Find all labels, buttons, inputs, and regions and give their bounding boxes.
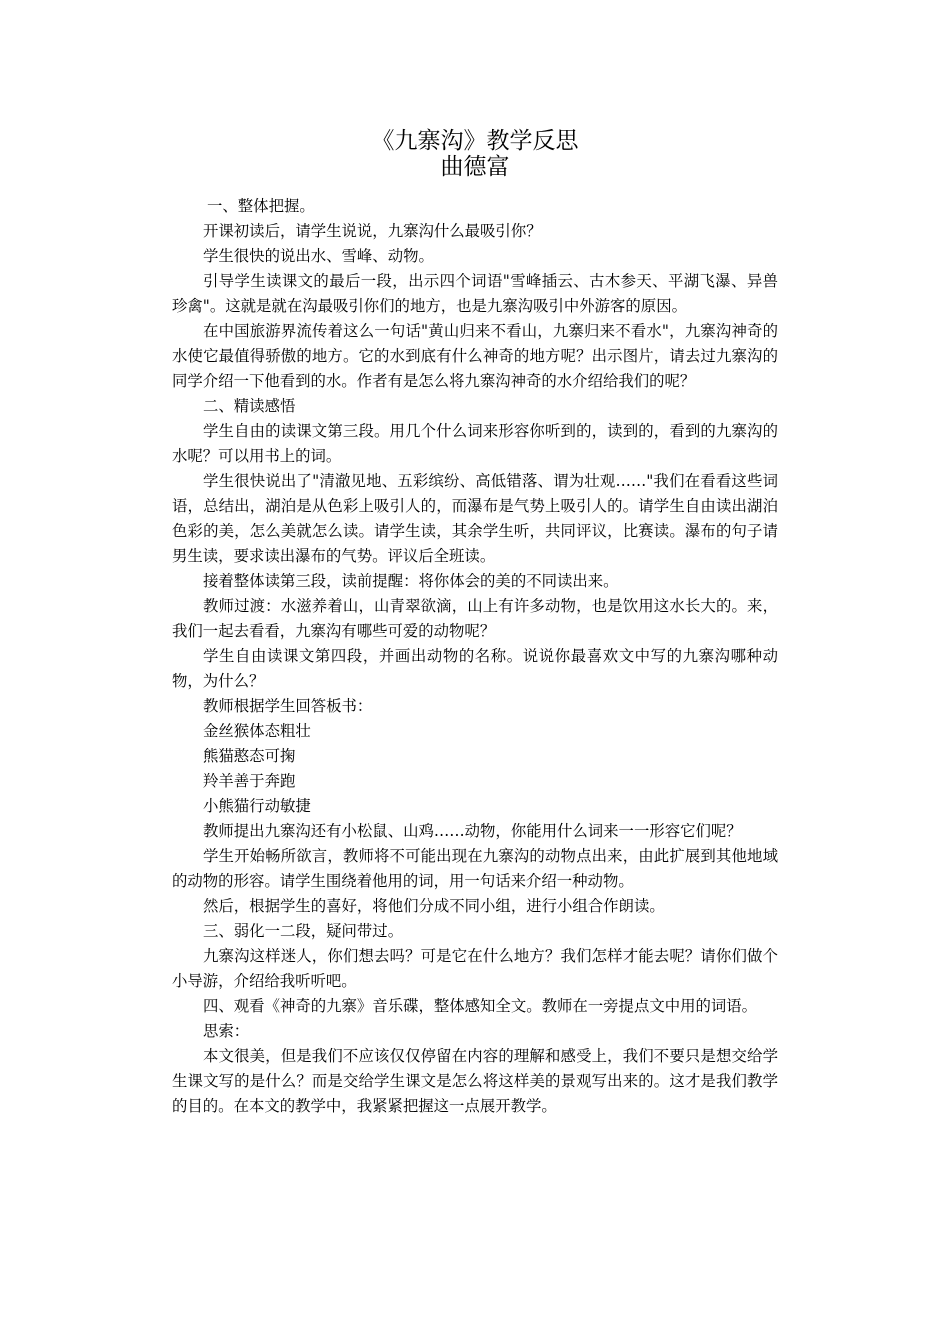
board-item: 金丝猴体态粗壮 — [203, 722, 311, 740]
paragraph: 教师过渡：水滋养着山，山青翠欲滴，山上有许多动物，也是饮用这水长大的。来，我们一起去看看，九寨沟有哪些可爱的动物呢？ — [172, 597, 778, 640]
paragraph: 九寨沟这样迷人，你们想去吗？可是它在什么地方？我们怎样才能去呢？请你们做个小导游，介绍给我听听吧。 — [172, 947, 778, 990]
paragraph: 教师根据学生回答板书： — [203, 697, 373, 715]
document-author: 曲德富 — [440, 154, 510, 180]
board-item: 熊猫憨态可掬 — [203, 747, 296, 765]
section-heading: 四、观看《神奇的九寨》音乐碟，整体感知全文。教师在一旁提点文中用的词语。 — [203, 997, 758, 1015]
paragraph: 接着整体读第三段，读前提醒：将你体会的美的不同读出来。 — [203, 572, 619, 590]
paragraph: 开课初读后，请学生说说，九寨沟什么最吸引你？ — [203, 222, 542, 240]
paragraph: 学生自由读课文第四段，并画出动物的名称。说说你最喜欢文中写的九寨沟哪种动物，为什么？ — [172, 647, 778, 690]
paragraph: 学生很快的说出水、雪峰、动物。 — [203, 247, 434, 265]
paragraph: 然后，根据学生的喜好，将他们分成不同小组，进行小组合作朗读。 — [203, 897, 665, 915]
section-heading: 三、弱化一二段，疑问带过。 — [203, 922, 404, 940]
section-heading: 二、精读感悟 — [203, 397, 296, 415]
paragraph: 教师提出九寨沟还有小松鼠、山鸡……动物，你能用什么词来一一形容它们呢？ — [203, 822, 742, 840]
board-item: 羚羊善于奔跑 — [203, 772, 296, 790]
reflection-heading: 思索： — [203, 1022, 250, 1040]
paragraph: 学生很快说出了"清澈见地、五彩缤纷、高低错落、谓为壮观……"我们在看看这些词语，总结出，湖泊是从色彩上吸引人的，而瀑布是气势上吸引人的。请学生自由读出湖泊色彩的美，怎么美就怎么读。请学生读，其余学生听，共同评议，比赛读。瀑布的句子请男生读，要求读出瀑布的气势。评议后全班读。 — [172, 472, 778, 565]
paragraph: 本文很美，但是我们不应该仅仅停留在内容的理解和感受上，我们不要只是想交给学生课文写的是什么？而是交给学生课文是怎么将这样美的景观写出来的。这才是我们教学的目的。在本文的教学中，我紧紧把握这一点展开教学。 — [172, 1047, 778, 1115]
section-heading: 一、整体把握。 — [207, 197, 315, 215]
board-item: 小熊猫行动敏捷 — [203, 797, 311, 815]
paragraph: 学生自由的读课文第三段。用几个什么词来形容你听到的，读到的，看到的九寨沟的水呢？可以用书上的词。 — [172, 422, 778, 465]
document-title: 《九寨沟》教学反思 — [371, 128, 579, 154]
document-page — [172, 128, 778, 1119]
paragraph: 学生开始畅所欲言，教师将不可能出现在九寨沟的动物点出来，由此扩展到其他地域的动物的形容。请学生围绕着他用的词，用一句话来介绍一种动物。 — [172, 847, 778, 890]
paragraph: 引导学生读课文的最后一段，出示四个词语"雪峰插云、古木参天、平湖飞瀑、异兽珍禽"。这就是就在沟最吸引你们的地方，也是九寨沟吸引中外游客的原因。 — [172, 272, 778, 315]
paragraph: 在中国旅游界流传着这么一句话"黄山归来不看山，九寨归来不看水"，九寨沟神奇的水使它最值得骄傲的地方。它的水到底有什么神奇的地方呢？出示图片，请去过九寨沟的同学介绍一下他看到的水。作者有是怎么将九寨沟神奇的水介绍给我们的呢？ — [172, 322, 778, 390]
